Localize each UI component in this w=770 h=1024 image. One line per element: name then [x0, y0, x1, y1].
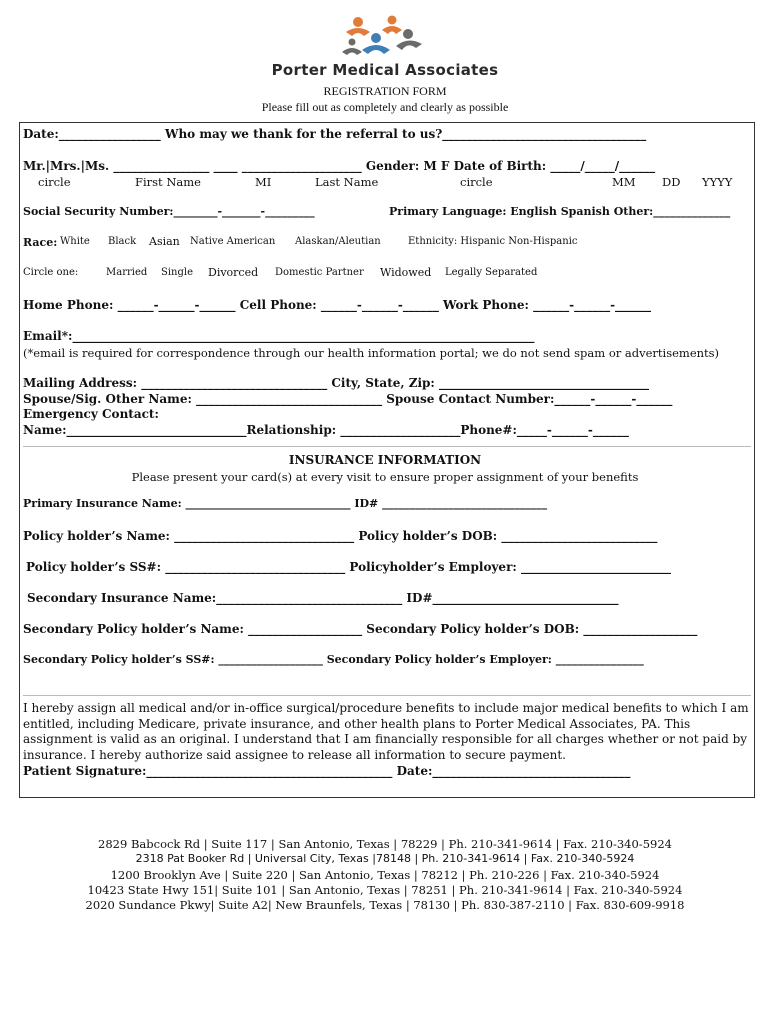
name-gender-dob-field[interactable]: Mr.|Mrs.|Ms. ________________ ____ ____________________ Gender: M F Date of Birth: _____/_____/______	[23, 159, 656, 173]
marital-legally-separated[interactable]: Legally Separated	[445, 267, 538, 278]
sub-circle-gender: circle	[460, 175, 493, 189]
sub-mm: MM	[612, 175, 636, 189]
divider	[23, 695, 751, 696]
sub-circle-title: circle	[38, 175, 71, 189]
policy-holder-name-field[interactable]: Policy holder’s Name: ______________________________ Policy holder’s DOB: __________________________	[23, 529, 658, 543]
marital-married[interactable]: Married	[106, 267, 148, 278]
race-option-black[interactable]: Black	[108, 236, 137, 247]
emergency-contact-field[interactable]: Name:______________________________Relationship: ____________________Phone#:_____-______-______	[23, 423, 629, 437]
race-option-native-american[interactable]: Native American	[190, 236, 276, 247]
secondary-insurance-field[interactable]: Secondary Insurance Name:_______________________________ ID#_______________________________	[27, 591, 619, 605]
marital-divorced[interactable]: Divorced	[208, 266, 259, 279]
org-name: Porter Medical Associates	[271, 61, 499, 79]
footer-address-1: 2829 Babcock Rd | Suite 117 | San Antonio, Texas | 78229 | Ph. 210-341-9614 | Fax. 210-340-5924	[98, 837, 672, 851]
primary-language-field[interactable]: Primary Language: English Spanish Other:______________	[389, 205, 731, 218]
race-label: Race:	[23, 236, 58, 249]
mailing-address-field[interactable]: Mailing Address: _______________________________ City, State, Zip: ___________________________________	[23, 376, 650, 390]
secondary-holder-ssn-field[interactable]: Secondary Policy holder’s SS#: ___________________ Secondary Policy holder’s Employer: ________________	[23, 653, 644, 666]
footer-address-4: 10423 State Hwy 151| Suite 101 | San Antonio, Texas | 78251 | Ph. 210-341-9614 | Fax. 210-340-5924	[87, 883, 683, 897]
footer-address-5: 2020 Sundance Pkwy| Suite A2| New Braunfels, Texas | 78130 | Ph. 830-387-2110 | Fax. 830-609-9918	[85, 898, 685, 912]
form-subtitle: Please fill out as completely and clearly as possible	[261, 100, 509, 114]
marital-single[interactable]: Single	[161, 267, 194, 278]
email-note: (*email is required for correspondence through our health information portal; we do not send spam or advertisements)	[23, 346, 720, 360]
porter-logo-icon	[336, 10, 432, 62]
race-option-asian[interactable]: Asian	[149, 235, 180, 248]
insurance-title: INSURANCE INFORMATION	[288, 453, 482, 467]
ethnicity-field[interactable]: Ethnicity: Hispanic Non-Hispanic	[408, 236, 578, 247]
spouse-field[interactable]: Spouse/Sig. Other Name: _______________________________ Spouse Contact Number:______-______-______	[23, 392, 673, 406]
marital-domestic-partner[interactable]: Domestic Partner	[275, 267, 364, 278]
footer-address-2: 2318 Pat Booker Rd | Universal City, Texas |78148 | Ph. 210-341-9614 | Fax. 210-340-5924	[135, 852, 635, 865]
phone-fields[interactable]: Home Phone: ______-______-______ Cell Phone: ______-______-______ Work Phone: ______-______-______	[23, 298, 652, 312]
sub-mi: MI	[255, 175, 272, 189]
sub-dd: DD	[662, 175, 681, 189]
primary-insurance-field[interactable]: Primary Insurance Name: ______________________________ ID# ______________________________	[23, 497, 548, 510]
assignment-text: I hereby assign all medical and/or in-office surgical/procedure benefits to include major medical benefits to which I am entitled, including Medicare, private insurance, and other health plans to Porter Medical Associates, PA. This assignment is valid as an original. I understand that I am financially responsible for all charges whether or not paid by insurance. I hereby authorize said assignee to release all information to secure payment.	[23, 701, 749, 762]
policy-holder-ssn-field[interactable]: Policy holder’s SS#: ______________________________ Policyholder’s Employer: _________________________	[26, 560, 671, 574]
divider	[23, 446, 751, 447]
circle-one-label: Circle one:	[23, 267, 79, 278]
race-option-alaskan[interactable]: Alaskan/Aleutian	[295, 236, 381, 247]
secondary-holder-name-field[interactable]: Secondary Policy holder’s Name: ___________________ Secondary Policy holder’s DOB: ___________________	[23, 622, 698, 636]
race-option-white[interactable]: White	[60, 236, 90, 247]
patient-signature-field[interactable]: Patient Signature:_________________________________________ Date:_________________________________	[23, 764, 631, 778]
sub-last-name: Last Name	[315, 175, 379, 189]
marital-widowed[interactable]: Widowed	[380, 266, 432, 279]
sub-first-name: First Name	[135, 175, 201, 189]
footer-address-3: 1200 Brooklyn Ave | Suite 220 | San Antonio, Texas | 78212 | Ph. 210-226 | Fax. 210-340-5924	[110, 868, 660, 882]
ssn-field[interactable]: Social Security Number:________-_______-_________	[23, 205, 315, 218]
emergency-contact-label: Emergency Contact:	[23, 407, 159, 421]
insurance-subtitle: Please present your card(s) at every visit to ensure proper assignment of your benefits	[131, 470, 639, 484]
sub-yyyy: YYYY	[702, 175, 733, 189]
form-title: REGISTRATION FORM	[323, 84, 447, 98]
date-referral-field[interactable]: Date:_________________ Who may we thank for the referral to us?__________________________________	[23, 127, 647, 141]
email-field[interactable]: Email*:_____________________________________________________________________________	[23, 329, 535, 343]
